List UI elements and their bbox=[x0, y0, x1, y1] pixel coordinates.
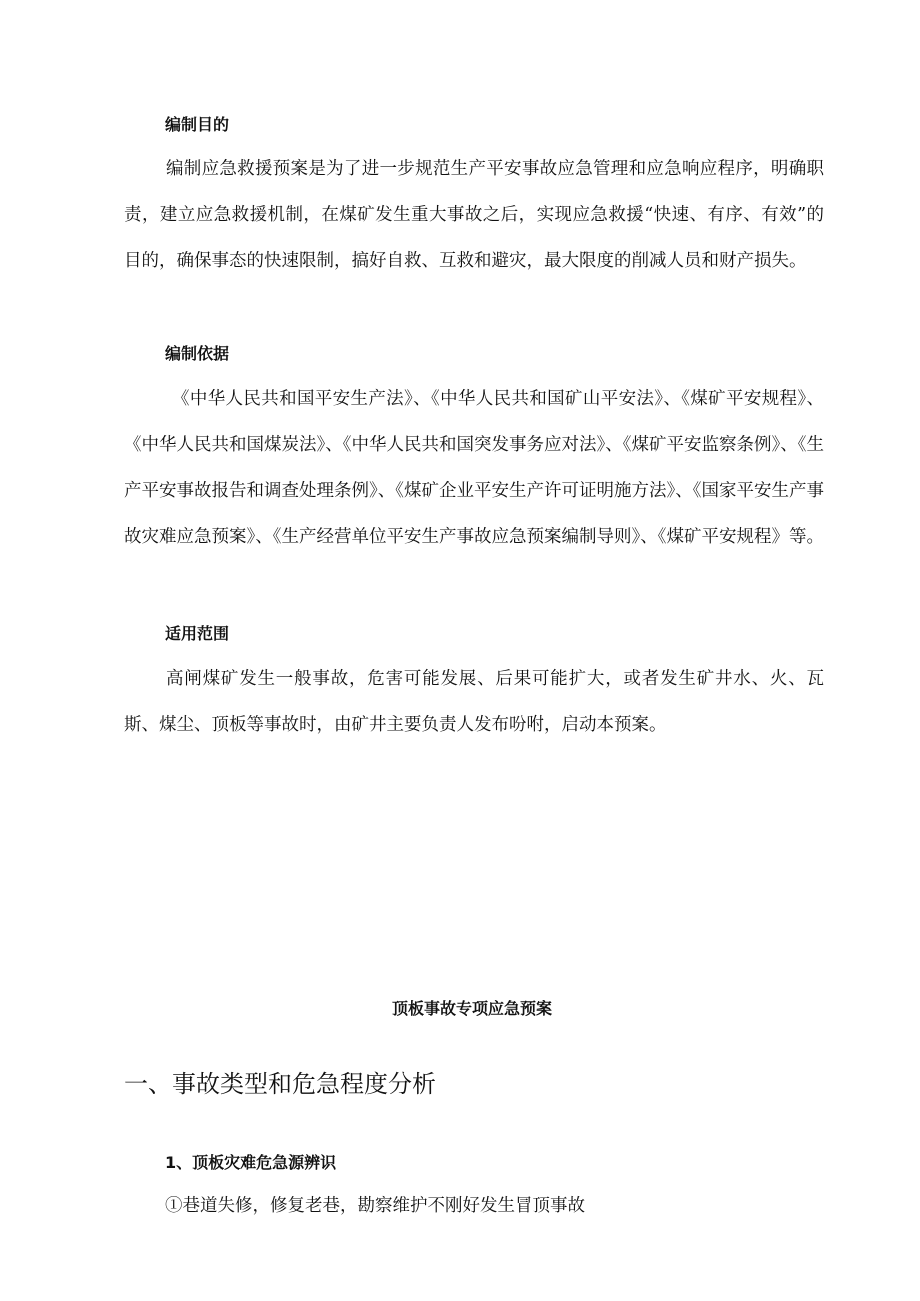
chapter-title: 一、事故类型和危急程度分析 bbox=[124, 1070, 436, 1098]
heading-basis: 编制依据 bbox=[165, 344, 230, 363]
document-title: 顶板事故专项应急预案 bbox=[391, 999, 552, 1018]
paragraph-scope: 高闸煤矿发生一般事故，危害可能发展、后果可能扩大，或者发生矿井水、火、瓦斯、煤尘、顶板等事故时，由矿井主要负责人发布吩咐，启动本预案。 bbox=[124, 669, 824, 735]
heading-purpose: 编制目的 bbox=[165, 115, 230, 134]
paragraph-basis: 《中华人民共和国平安生产法》、《中华人民共和国矿山平安法》、《煤矿平安规程》、《中华人民共和国煤炭法》、《中华人民共和国突发事务应对法》、《煤矿平安监察条例》、《生产平安事故报告和调查处理条例》、《煤矿企业平安生产许可证明施方法》、《国家平安生产事故灾难应急预案》、《生产经营单位平安生产事故应急预案编制导则》、《煤矿平安规程》等。 bbox=[124, 389, 824, 547]
paragraph-purpose: 编制应急救援预案是为了进一步规范生产平安事故应急管理和应急响应程序，明确职责，建立应急救援机制，在煤矿发生重大事故之后，实现应急救援“快速、有序、有效”的目的，确保事态的快速限制，搞好自救、互救和避灾，最大限度的削减人员和财产损失。 bbox=[124, 159, 824, 271]
heading-scope: 适用范围 bbox=[165, 624, 230, 643]
list-item: ①巷道失修，修复老巷，勘察维护不刚好发生冒顶事故 bbox=[165, 1196, 585, 1216]
subsection-title: 1、顶板灾难危急源辨识 bbox=[165, 1153, 337, 1172]
